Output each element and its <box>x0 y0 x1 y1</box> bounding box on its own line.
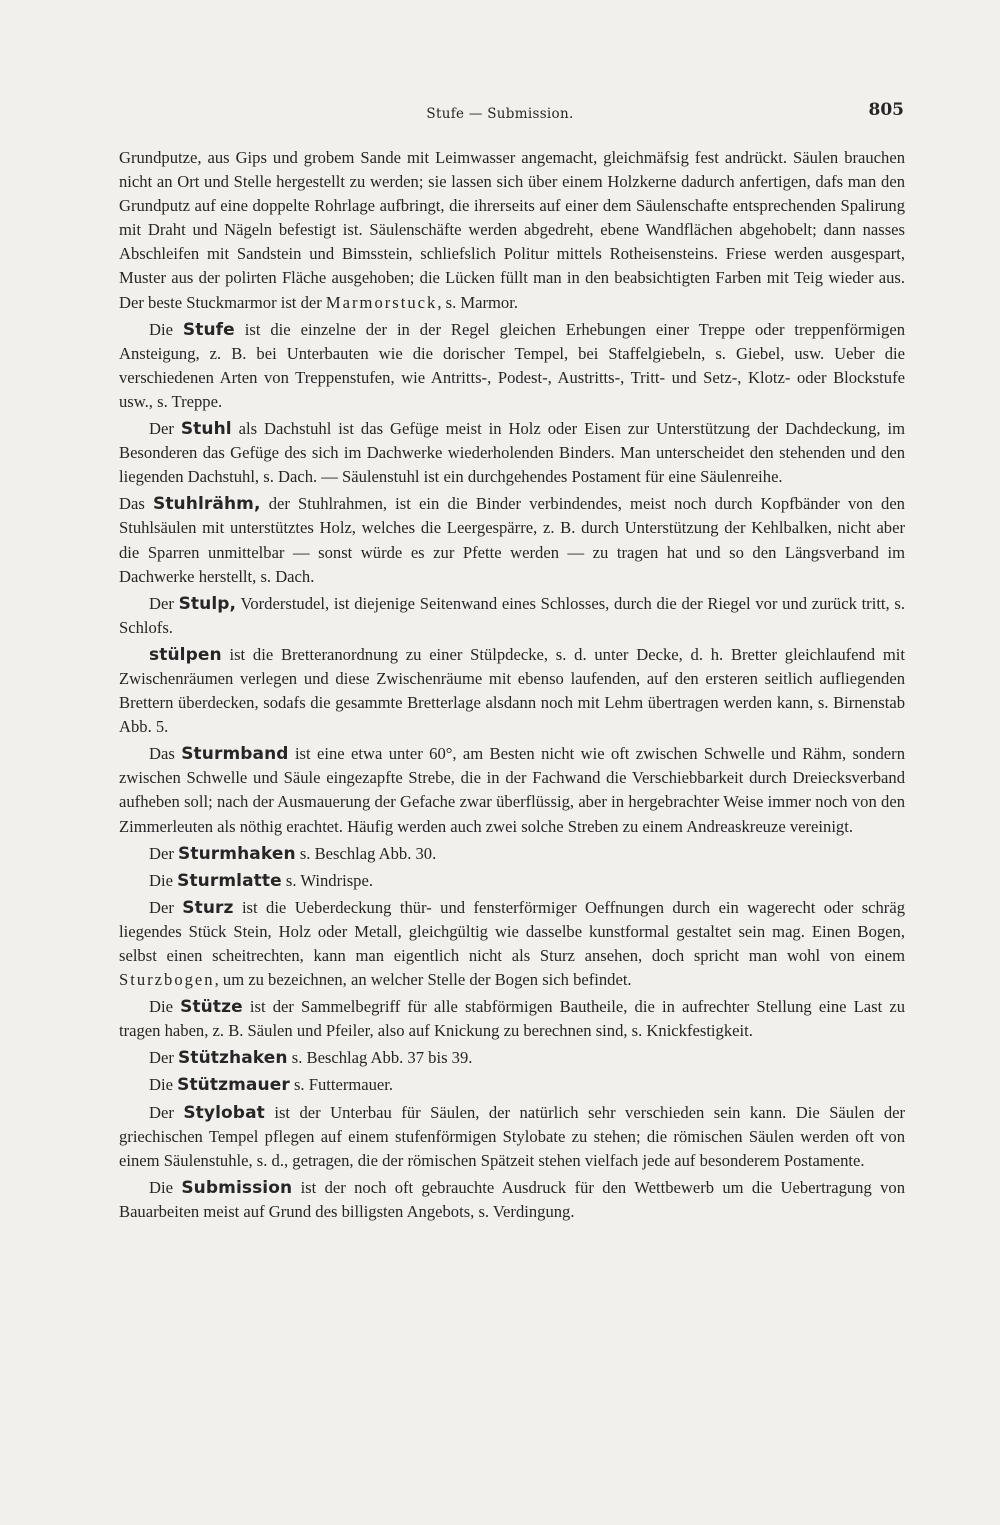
headword: Stylobat <box>183 1102 265 1123</box>
headword: Sturz <box>182 897 234 918</box>
page-number: 805 <box>868 100 904 120</box>
entry-stuhl: Der Stuhl als Dachstuhl ist das Gefüge meist in Holz oder Eisen zur Unterstützung der Dachdeckung, im Besonderen das Gefüge des sich im Dachwerke wiederholenden Binders. Man unterscheidet den stehenden und den liegenden Dachstuhl, s. Dach. — Säulenstuhl ist ein durchgehendes Postament für eine Säulenreihe. <box>119 419 905 487</box>
headword: Sturmhaken <box>178 843 296 864</box>
headword: Stützmauer <box>177 1075 290 1096</box>
entry-stuetze: Die Stütze ist der Sammelbegriff für alle stabförmigen Bautheile, die in aufrechter Stellung eine Last zu tragen haben, z. B. Säulen und Pfeiler, also auf Knickung zu berechnen sind, s. Knickfestigkeit. <box>119 997 906 1041</box>
headword: Stulp, <box>178 593 237 614</box>
entry-submission: Die Submission ist der noch oft gebrauchte Ausdruck für den Wettbewerb um die Uebertragung von Bauarbeiten meist auf Grund des billigsten Angebots, s. Verdingung. <box>119 1177 905 1221</box>
headword: Stütze <box>180 997 243 1018</box>
headword: stülpen <box>149 644 222 665</box>
paragraph-stuckmarmor-continuation: Grundputze, aus Gips und grobem Sande mit Leimwasser angemacht, gleichmäfsig fest andrückt. Säulen brauchen nicht an Ort und Stelle hergestellt zu werden; sie lassen sich über einem Holzkerne dadurch anfertigen, dafs man den Grundputz auf eine doppelte Rohrlage aufbringt, die ihrerseits auf einer dem Säulenschafte entsprechenden Spalirung mit Draht und Nägeln befestigt ist. Säulenschäfte werden abgedreht, ebene Wandflächen abgehobelt; dann nasses Abschleifen mit Sandstein und Bimsstein, schliefslich Politur mittels Rotheisensteins. Friese werden ausgespart, Muster aus der polirten Fläche ausgehoben; die Lücken füllt man in den beabsichtigten Farben mit Teig wieder aus. Der beste Stuckmarmor ist der Marmorstuck, s. Marmor. <box>119 148 905 312</box>
entry-stylobat: Der Stylobat ist der Unterbau für Säulen, der natürlich sehr verschieden sein kann. Die Säulen der griechischen Tempel pflegen auf einem stufenförmigen Stylobate zu stehen; die römischen Säulen werden oft von einem Säulenstuhle, s. d., getragen, die der römischen Spätzeit stehen vielfach jede auf besonderem Postamente. <box>119 1102 906 1170</box>
page-header <box>0 100 1000 134</box>
spaced-term: Marmorstuck <box>325 292 438 312</box>
spaced-term: Sturzbogen <box>119 970 215 990</box>
headword: Sturmlatte <box>177 870 282 891</box>
headword: Submission <box>181 1177 293 1198</box>
entry-stuetzhaken: Der Stützhaken s. Beschlag Abb. 37 bis 39. <box>149 1048 473 1069</box>
entry-stuelpen: stülpen ist die Bretteranordnung zu einer Stülpdecke, s. d. unter Decke, d. h. Bretter gleichlaufend mit Zwischenräumen verlegen und diese Zwischenräume mit ebenso laufenden, auf den ersteren seitlich aufliegenden Brettern überdecken, sodafs die gesammte Bretterlage alsdann noch mit Lehm übertragen werden kann, s. Birnenstab Abb. 5. <box>119 644 905 737</box>
entry-sturmlatte: Die Sturmlatte s. Windrispe. <box>149 870 373 891</box>
headword: Stuhl <box>180 419 232 440</box>
body-text <box>119 146 905 1227</box>
headword: Stützhaken <box>178 1048 288 1069</box>
headword: Sturmband <box>181 744 289 765</box>
running-title: Stufe — Submission. <box>426 106 574 122</box>
entry-stufe: Die Stufe ist die einzelne der in der Regel gleichen Erhebungen einer Treppe oder treppenförmigen Ansteigung, z. B. bei Unterbauten wie die dorischer Tempel, bei Staffelgiebeln, s. Giebel, usw. Ueber die verschiedenen Arten von Treppenstufen, wie Antritts-, Podest-, Austritts-, Tritt- und Setz-, Klotz- oder Blockstufe usw., s. Treppe. <box>119 319 905 411</box>
entry-sturmband: Das Sturmband ist eine etwa unter 60°, am Besten nicht wie oft zwischen Schwelle und Rähm, sondern zwischen Schwelle und Säule eingezapfte Strebe, die in der Fachwand die Verschiebbarkeit durch Dreiecksverband aufheben soll; nach der Ausmauerung der Gefache zwar überflüssig, aber in hergebrachter Weise immer noch von den Zimmerleuten als nöthig erachtet. Häufig werden auch zwei solche Streben zu einem Andreaskreuze vereinigt. <box>119 744 905 836</box>
entry-sturz: Der Sturz ist die Ueberdeckung thür- und fensterförmiger Oeffnungen durch ein wagerecht oder schräg liegendes Stück Stein, Holz oder Metall, gleichgültig wie dasselbe kunstformal gestaltet sein mag. Einen Bogen, selbst einen scheitrechten, kann man eigentlich nicht als Sturz ansehen, doch spricht man wohl von einem Sturzbogen, um zu bezeichnen, an welcher Stelle der Bogen sich befindet. <box>119 897 905 990</box>
entry-stuetzmauer: Die Stützmauer s. Futtermauer. <box>149 1075 394 1096</box>
entry-stuhlraehm: Das Stuhlrähm, der Stuhlrahmen, ist ein die Binder verbindendes, meist noch durch Kopfbänder von den Stuhlsäulen mit unterstütztes Holz, welches die Leergespärre, z. B. durch Unterstützung der Kehlbalken, nicht aber die Sparren unmittelbar — sonst würde es zur Pfette werden — zu tragen hat und so den Längsverband im Dachwerke herstellt, s. Dach. <box>119 494 905 586</box>
headword: Stuhlrähm, <box>152 494 261 515</box>
entry-stulp: Der Stulp, Vorderstudel, ist diejenige Seitenwand eines Schlosses, durch die der Riegel vor und zurück tritt, s. Schlofs. <box>119 593 905 637</box>
entry-sturmhaken: Der Sturmhaken s. Beschlag Abb. 30. <box>149 843 437 864</box>
headword: Stufe <box>182 319 235 340</box>
